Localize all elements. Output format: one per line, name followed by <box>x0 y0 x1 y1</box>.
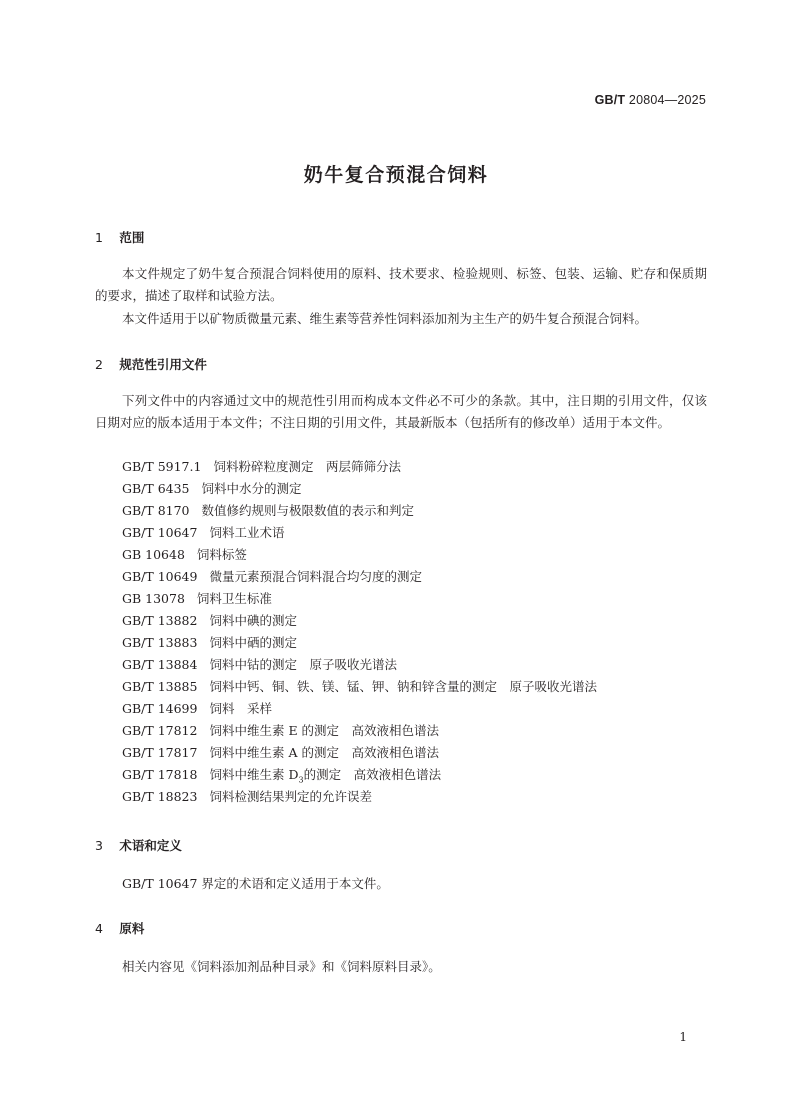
reference-code: GB/T 10649 <box>122 569 198 584</box>
reference-title: 饲料中水分的测定 <box>201 481 302 496</box>
terms-paragraph: GB/T 10647 界定的术语和定义适用于本文件。 <box>122 876 389 891</box>
section-heading-materials <box>95 919 144 937</box>
reference-item <box>122 764 597 786</box>
document-title: 奶牛复合预混合饲料 <box>303 164 489 186</box>
scope-paragraph-2: 本文件适用于以矿物质微量元素、维生素等营养性饲料添加剂为主生产的奶牛复合预混合饲料。 <box>122 311 648 326</box>
section-title: 术语和定义 <box>119 838 182 853</box>
reference-code: GB/T 17818 <box>122 767 198 782</box>
reference-item <box>122 742 597 764</box>
reference-title: 饲料中碘的测定 <box>209 613 297 628</box>
reference-title: 饲料 采样 <box>209 701 272 716</box>
reference-code: GB/T 18823 <box>122 789 198 804</box>
section-number: 3 <box>95 838 103 853</box>
reference-code: GB/T 6435 <box>122 481 190 496</box>
reference-item <box>122 654 597 676</box>
reference-title: 饲料检测结果判定的允许误差 <box>209 789 372 804</box>
reference-code: GB/T 17812 <box>122 723 198 738</box>
section-title: 范围 <box>119 230 145 245</box>
reference-title: 饲料中维生素 A 的测定 高效液相色谱法 <box>209 745 439 760</box>
section-heading-scope <box>95 228 144 246</box>
reference-code: GB/T 13884 <box>122 657 198 672</box>
reference-title: 饲料标签 <box>196 547 247 562</box>
reference-code: GB/T 10647 <box>122 525 198 540</box>
standard-code: GB/T <box>594 93 626 107</box>
reference-title: 饲料卫生标准 <box>196 591 272 606</box>
reference-item <box>122 456 597 478</box>
subscript: 3 <box>298 775 304 785</box>
reference-item <box>122 500 597 522</box>
reference-item <box>122 544 597 566</box>
reference-title: 饲料工业术语 <box>209 525 285 540</box>
reference-item <box>122 720 597 742</box>
section-number: 1 <box>95 230 103 245</box>
section-title: 规范性引用文件 <box>119 357 207 372</box>
reference-item <box>122 698 597 720</box>
section-title: 原料 <box>119 921 145 936</box>
page-number: 1 <box>679 1030 687 1044</box>
scope-paragraph-1: 本文件规定了奶牛复合预混合饲料使用的原料、技术要求、检验规则、标签、包装、运输、贮存和保质期的要求，描述了取样和试验方法。 <box>95 266 707 303</box>
normative-intro: 下列文件中的内容通过文中的规范性引用而构成本文件必不可少的条款。其中，注日期的引用文件，仅该日期对应的版本适用于本文件；不注日期的引用文件，其最新版本（包括所有的修改单）适用于本文件。 <box>95 393 707 430</box>
section-heading-terms <box>95 836 182 854</box>
reference-title: 饲料中钴的测定 原子吸收光谱法 <box>209 657 397 672</box>
reference-item <box>122 478 597 500</box>
reference-code: GB/T 13883 <box>122 635 198 650</box>
reference-code: GB/T 17817 <box>122 745 198 760</box>
reference-code: GB/T 13885 <box>122 679 198 694</box>
section-number: 4 <box>95 921 103 936</box>
reference-code: GB/T 13882 <box>122 613 198 628</box>
reference-item <box>122 676 597 698</box>
reference-item <box>122 588 597 610</box>
reference-title: 微量元素预混合饲料混合均匀度的测定 <box>209 569 422 584</box>
reference-title-post: 的测定 高效液相色谱法 <box>303 767 442 782</box>
section-number: 2 <box>95 357 103 372</box>
reference-code: GB/T 8170 <box>122 503 190 518</box>
reference-item <box>122 786 597 808</box>
reference-item <box>122 632 597 654</box>
reference-list <box>122 456 597 808</box>
reference-title-pre: 饲料中维生素 D <box>209 767 299 782</box>
standard-number <box>595 93 706 107</box>
section-heading-normative <box>95 355 207 373</box>
reference-code: GB/T 14699 <box>122 701 198 716</box>
reference-title: 饲料中钙、铜、铁、镁、锰、钾、钠和锌含量的测定 原子吸收光谱法 <box>209 679 597 694</box>
reference-title: 饲料粉碎粒度测定 两层筛筛分法 <box>213 459 401 474</box>
reference-item <box>122 566 597 588</box>
standard-year: 20804—2025 <box>628 93 706 107</box>
reference-item <box>122 522 597 544</box>
reference-code: GB 10648 <box>122 547 185 562</box>
reference-code: GB/T 5917.1 <box>122 459 202 474</box>
reference-title <box>209 767 442 785</box>
reference-item <box>122 610 597 632</box>
reference-title: 饲料中硒的测定 <box>209 635 297 650</box>
reference-title: 饲料中维生素 E 的测定 高效液相色谱法 <box>209 723 440 738</box>
reference-title: 数值修约规则与极限数值的表示和判定 <box>201 503 415 518</box>
reference-code: GB 13078 <box>122 591 185 606</box>
materials-paragraph: 相关内容见《饲料添加剂品种目录》和《饲料原料目录》。 <box>122 959 441 974</box>
